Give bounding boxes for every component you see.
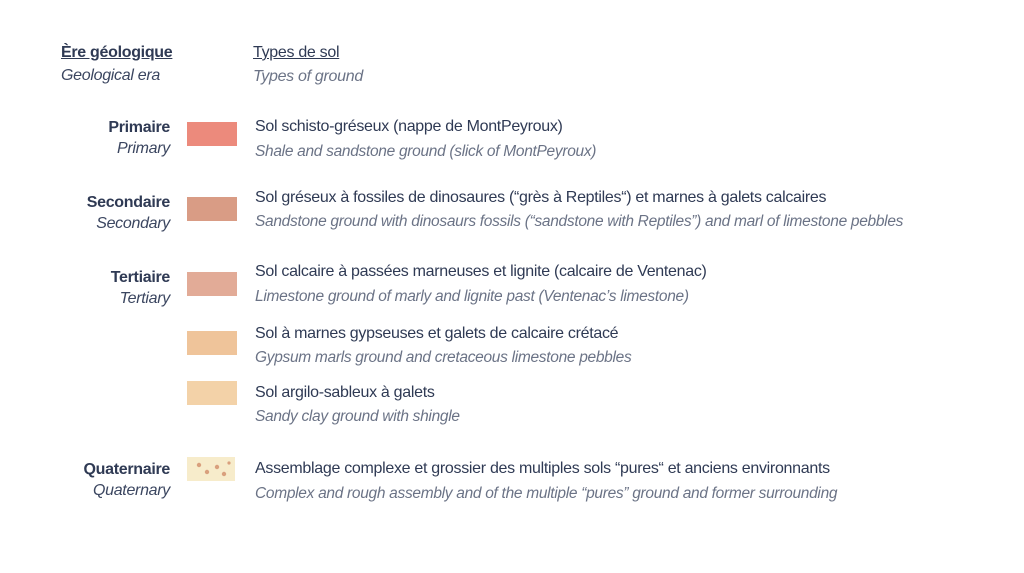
legend-swatch-schist-sandstone	[187, 122, 237, 146]
types-column-header: Types de sol	[253, 44, 340, 61]
soil-label-3-english: Gypsum marls ground and cretaceous limestone pebbles	[255, 349, 632, 366]
legend-swatch-complex-assembly	[187, 457, 235, 481]
soil-label-3: Sol à marnes gypseuses et galets de calcaire crétacé	[255, 325, 619, 342]
soil-label-4-english: Sandy clay ground with shingle	[255, 408, 460, 425]
soil-label-5-english: Complex and rough assembly and of the multiple “pures” ground and former surrounding	[255, 485, 838, 502]
era-column-header: Ère géologique	[61, 44, 173, 61]
soil-label-1-english: Sandstone ground with dinosaurs fossils (“sandstone with Reptiles”) and marl of limestone pebbles	[255, 213, 904, 230]
soil-label-5: Assemblage complexe et grossier des multiples sols “pures“ et anciens environnants	[255, 460, 830, 477]
soil-label-1: Sol gréseux à fossiles de dinosaures (“grès à Reptiles“) et marnes à galets calcaires	[255, 189, 827, 206]
era-label-secondary: Secondaire	[86, 194, 170, 211]
era-label-primary: Primaire	[108, 119, 170, 136]
era-label-quaternary-english: Quaternary	[92, 482, 170, 499]
era-label-primary-english: Primary	[116, 140, 170, 157]
soil-label-2: Sol calcaire à passées marneuses et lignite (calcaire de Ventenac)	[255, 263, 707, 280]
legend-swatch-sandstone-dinosaur	[187, 197, 237, 221]
soil-label-2-english: Limestone ground of marly and lignite past (Ventenac’s limestone)	[255, 288, 689, 305]
era-label-secondary-english: Secondary	[96, 215, 170, 232]
era-label-tertiary: Tertiaire	[110, 269, 170, 286]
era-column-header-english: Geological era	[61, 67, 160, 84]
era-label-quaternary: Quaternaire	[83, 461, 170, 478]
soil-label-0: Sol schisto-gréseux (nappe de MontPeyroux)	[255, 118, 563, 135]
soil-label-4: Sol argilo-sableux à galets	[255, 384, 435, 401]
soil-label-0-english: Shale and sandstone ground (slick of MontPeyroux)	[255, 143, 597, 160]
era-label-tertiary-english: Tertiary	[119, 290, 170, 307]
legend-swatch-limestone-marl	[187, 272, 237, 296]
types-column-header-english: Types of ground	[253, 68, 363, 85]
legend-swatch-sandy-clay	[187, 381, 237, 405]
legend-swatch-gypsum-marl	[187, 331, 237, 355]
